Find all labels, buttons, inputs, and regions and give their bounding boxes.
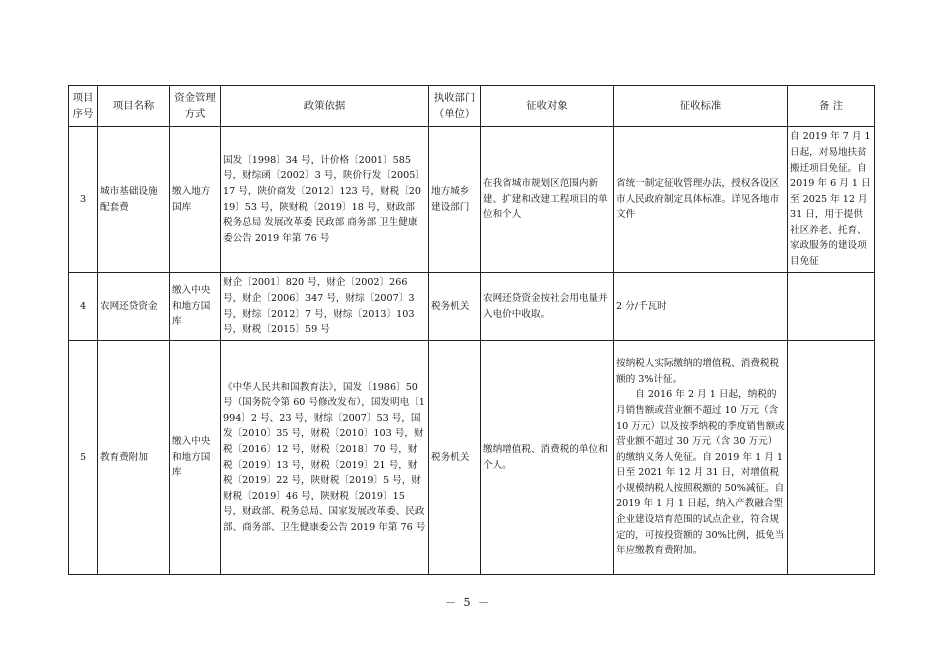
header-name: 项目名称 [98, 86, 170, 127]
table-row [69, 341, 875, 575]
row-seq: 4 [69, 273, 98, 341]
fee-table [68, 85, 875, 575]
row-target: 在我省城市规划区范围内新建、扩建和改建工程项目的单位和个人 [481, 127, 614, 273]
standard-paragraph-1: 按纳税人实际缴纳的增值税、消费税税额的 3%计征。 [616, 358, 780, 385]
row-seq: 5 [69, 341, 98, 575]
row-name: 农网还贷资金 [98, 273, 170, 341]
row-target: 农网还贷资金按社会用电量并入电价中收取。 [481, 273, 614, 341]
row-name: 城市基础设施配套费 [98, 127, 170, 273]
table-row [69, 273, 875, 341]
table-row [69, 127, 875, 273]
row-seq: 3 [69, 127, 98, 273]
row-fund-mgmt: 缴入中央和地方国库 [170, 273, 221, 341]
header-target: 征收对象 [481, 86, 614, 127]
row-standard: 省统一制定征收管理办法，授权各设区市人民政府制定具体标准。详见各地市文件 [614, 127, 788, 273]
header-fund-mgmt: 资金管理方式 [170, 86, 221, 127]
row-dept: 地方城乡建设部门 [429, 127, 481, 273]
header-standard: 征收标准 [614, 86, 788, 127]
header-dept: 执收部门（单位） [429, 86, 481, 127]
row-remarks: 自 2019 年 7 月 1 日起，对易地扶贫搬迁项目免征。自 2019 年 6 月 1 日至 2025 年 12 月 31 日，用于提供社区养老、托育、家政服务的建设项目免征 [788, 127, 875, 273]
row-policy: 《中华人民共和国教育法》，国发〔1986〕50 号（国务院令第 60 号修改发布），国发明电〔1994〕2 号、23 号，财综〔2007〕53 号，国发〔2010〕35 号，财税〔2010〕103 号，财税〔2016〕12 号，财税〔2018〕70 号，财税〔2019〕13 号，财税〔2019〕21 号，财税〔2019〕22 号，陕财税〔2019〕5 号，财财税〔2019〕46 号，陕财税〔2019〕15 号，财政部、税务总局、国家发展改革委、民政部、商务部、卫生健康委公告 2019 年第 76 号 [221, 341, 429, 575]
table-header-row [69, 86, 875, 127]
row-name: 教育费附加 [98, 341, 170, 575]
header-policy: 政策依据 [221, 86, 429, 127]
header-seq: 项目序号 [69, 86, 98, 127]
row-dept: 税务机关 [429, 341, 481, 575]
row-remarks [788, 273, 875, 341]
row-fund-mgmt: 缴入地方国库 [170, 127, 221, 273]
row-policy: 国发〔1998〕34 号，计价格〔2001〕585 号，财综函〔2002〕3 号，陕价行发〔2005〕17 号，陕价商发〔2012〕123 号，财税〔2019〕53 号，陕财税〔2019〕18 号，财政部 税务总局 发展改革委 民政部 商务部 卫生健康委公告 2019 年第 76 号 [221, 127, 429, 273]
row-target: 缴纳增值税、消费税的单位和个人。 [481, 341, 614, 575]
row-remarks [788, 341, 875, 575]
row-fund-mgmt: 缴入中央和地方国库 [170, 341, 221, 575]
row-policy: 财企〔2001〕820 号，财企〔2002〕266 号，财企〔2006〕347 号，财综〔2007〕3 号，财综〔2012〕7 号，财综〔2013〕103 号，财税〔2015〕59 号 [221, 273, 429, 341]
row-standard [614, 341, 788, 575]
header-remarks: 备 注 [788, 86, 875, 127]
standard-paragraph-2: 自 2016 年 2 月 1 日起，纳税的月销售额或营业额不超过 10 万元（含 10 万元）以及按季纳税的季度销售额或营业额不超过 30 万元（含 30 万元）的缴纳义务人免征。自 2019 年 1 月 1 日至 2021 年 12 月 31 日，对增值税小规模纳税人按照税额的 50%减征。自 2019 年 1 月 1 日起，纳入产教融合型企业建设培育范围的试点企业，符合规定的，可按投资额的 30%比例，抵免当年应缴教育费附加。 [616, 389, 785, 557]
row-standard: 2 分/千瓦时 [614, 273, 788, 341]
row-dept: 税务机关 [429, 273, 481, 341]
page-number: － 5 － [445, 596, 491, 609]
